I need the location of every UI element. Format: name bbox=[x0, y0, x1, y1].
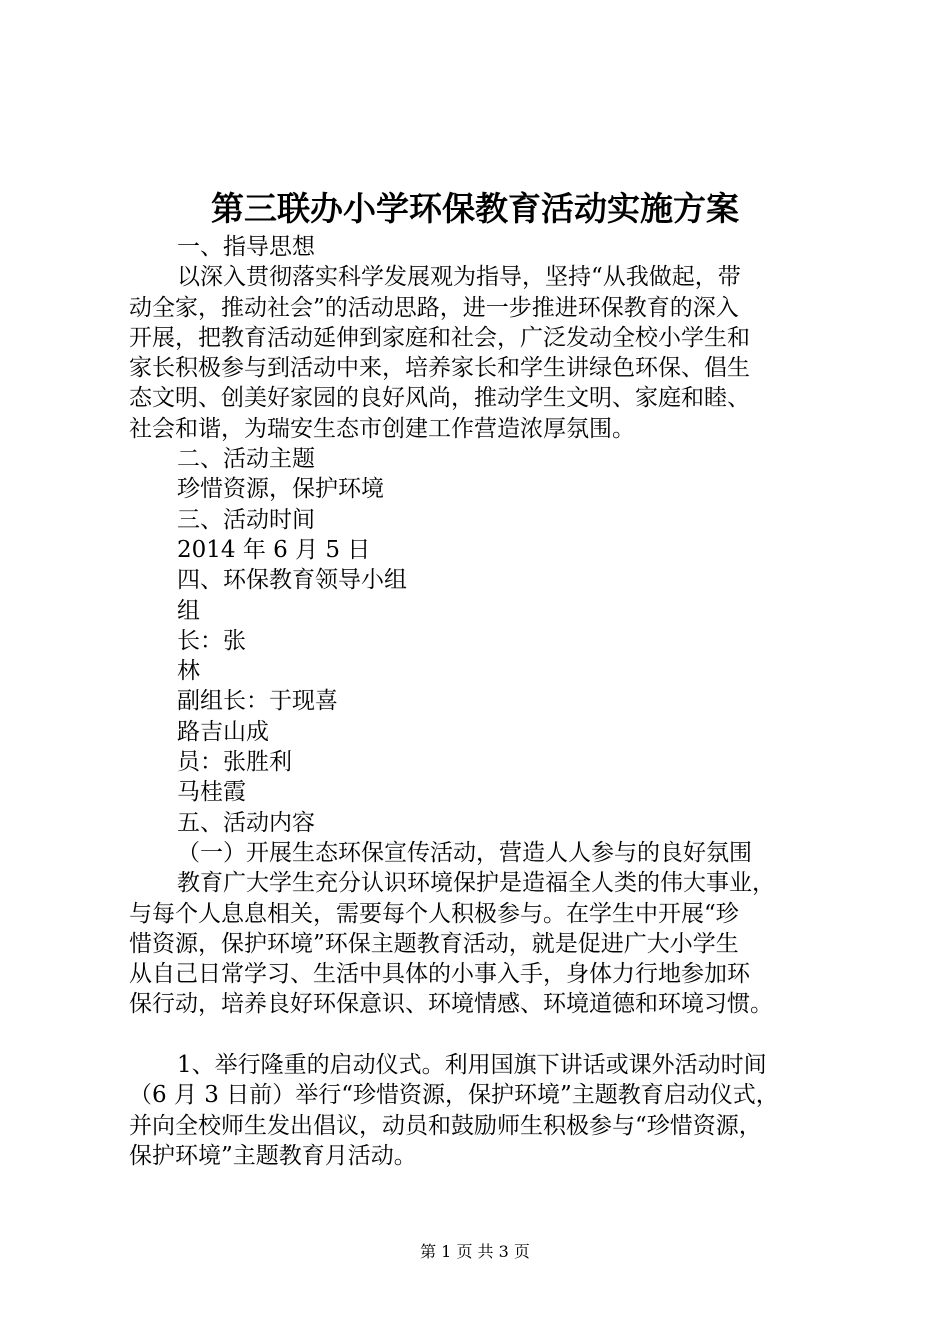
activity-theme: 珍惜资源，保护环境 bbox=[177, 476, 384, 503]
paragraph-line: 与每个人息息相关，需要每个人积极参与。在学生中开展“珍 bbox=[129, 900, 739, 927]
document-title: 第三联办小学环保教育活动实施方案 bbox=[211, 189, 739, 228]
page-number-footer: 第 1 页 共 3 页 bbox=[420, 1242, 530, 1261]
member-line: 员：张胜利 bbox=[177, 749, 292, 776]
paragraph-line: 从自己日常学习、生活中具体的小事入手，身体力行地参加环 bbox=[129, 961, 750, 988]
leader-line: 长：张 bbox=[177, 627, 246, 654]
leader-line: 路吉山成 bbox=[177, 718, 269, 745]
section-heading-1: 一、指导思想 bbox=[177, 234, 315, 260]
paragraph-line: 并向全校师生发出倡议，动员和鼓励师生积极参与“珍惜资源， bbox=[129, 1112, 762, 1139]
document-body bbox=[129, 232, 851, 1171]
leader-line: 林 bbox=[177, 658, 200, 685]
section-heading-4: 四、环保教育领导小组 bbox=[177, 567, 407, 594]
paragraph-line: 态文明、创美好家园的良好风尚，推动学生文明、家庭和睦、 bbox=[129, 385, 750, 412]
activity-date: 2014 年 6 月 5 日 bbox=[177, 536, 371, 563]
paragraph-line: 以深入贯彻落实科学发展观为指导，坚持“从我做起，带 bbox=[177, 264, 741, 291]
leader-line: 组 bbox=[177, 597, 200, 624]
paragraph-line: （6 月 3 日前）举行“珍惜资源，保护环境”主题教育启动仪式， bbox=[129, 1082, 779, 1109]
subsection-heading: （一）开展生态环保宣传活动，营造人人参与的良好氛围 bbox=[177, 839, 752, 866]
paragraph-line: 惜资源，保护环境”环保主题教育活动，就是促进广大小学生 bbox=[129, 930, 739, 957]
paragraph-line: 开展，把教育活动延伸到家庭和社会，广泛发动全校小学生和 bbox=[129, 324, 750, 351]
member-line: 马桂霞 bbox=[177, 779, 246, 806]
paragraph-line: 保护环境”主题教育月活动。 bbox=[129, 1142, 417, 1169]
section-heading-5: 五、活动内容 bbox=[177, 809, 315, 836]
leader-line: 副组长：于现喜 bbox=[177, 688, 338, 715]
paragraph-line: 社会和谐，为瑞安生态市创建工作营造浓厚氛围。 bbox=[129, 415, 635, 442]
paragraph-line: 保行动，培养良好环保意识、环境情感、环境道德和环境习惯。 bbox=[129, 991, 773, 1018]
section-heading-3: 三、活动时间 bbox=[177, 506, 315, 533]
paragraph-line: 教育广大学生充分认识环境保护是造福全人类的伟大事业， bbox=[177, 870, 775, 897]
paragraph-line: 家长积极参与到活动中来，培养家长和学生讲绿色环保、倡生 bbox=[129, 355, 750, 382]
paragraph-line: 1、举行隆重的启动仪式。利用国旗下讲话或课外活动时间 bbox=[177, 1052, 767, 1079]
paragraph-spacer bbox=[129, 1020, 851, 1050]
paragraph-line: 动全家，推动社会”的活动思路，进一步推进环保教育的深入 bbox=[129, 294, 739, 321]
section-heading-2: 二、活动主题 bbox=[177, 446, 315, 473]
